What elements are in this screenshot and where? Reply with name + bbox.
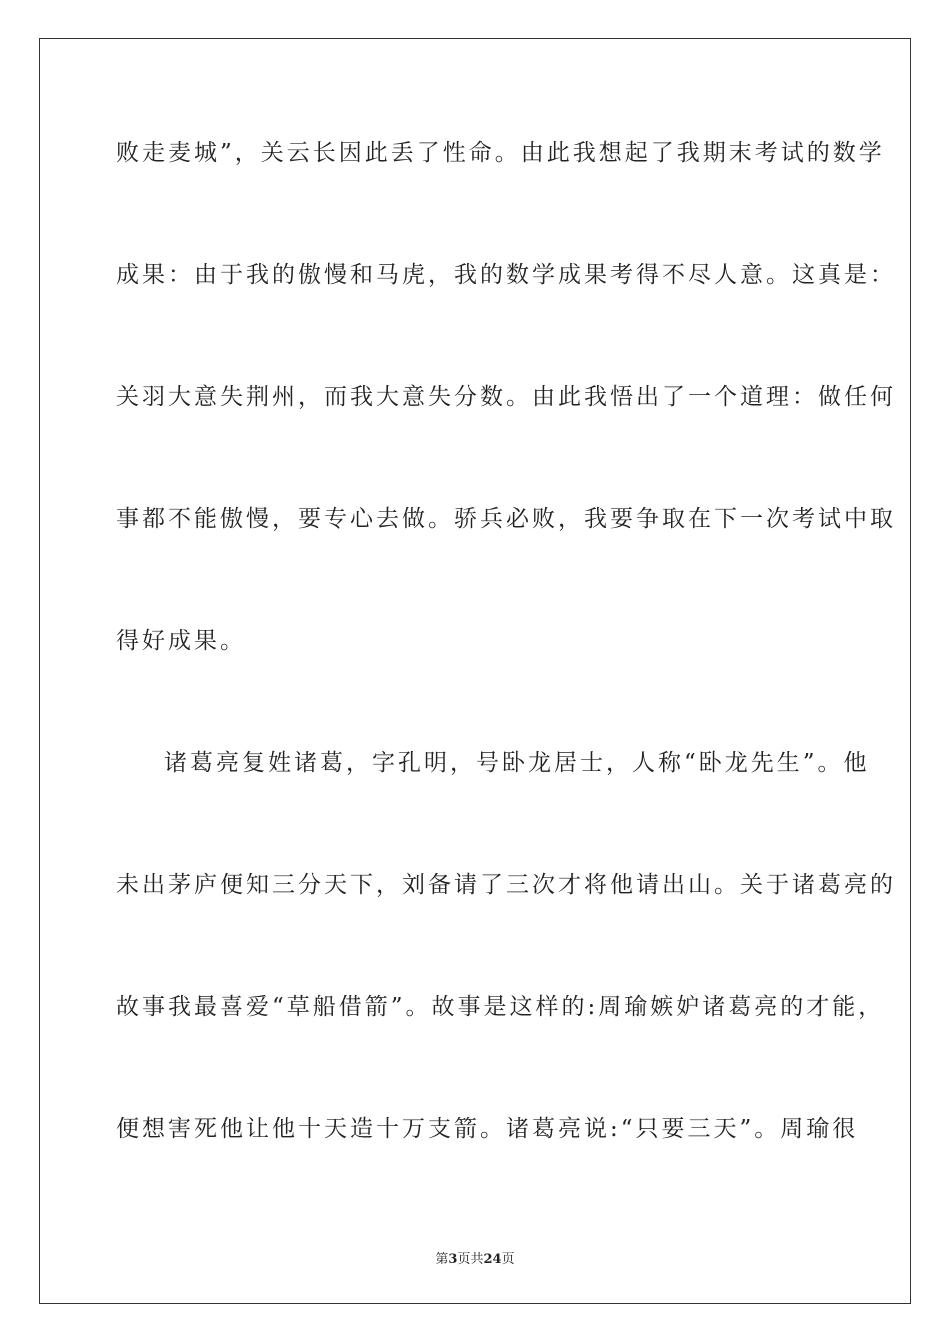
page-footer (0, 1248, 950, 1267)
paragraph-line-1: 败走麦城”，关云长因此丢了性命。由此我想起了我期末考试的数学 (116, 140, 885, 166)
paragraph-line-4: 事都不能傲慢，要专心去做。骄兵必败，我要争取在下一次考试中取 (116, 506, 896, 532)
paragraph-line-5: 得好成果。 (116, 628, 246, 654)
page-prefix: 第 (435, 1252, 449, 1267)
paragraph-line-8: 故事我最喜爱“草船借箭”。故事是这样的:周瑜嫉妒诸葛亮的才能， (116, 994, 885, 1020)
paragraph-line-2: 成果：由于我的傲慢和马虎，我的数学成果考得不尽人意。这真是： (116, 262, 896, 288)
paragraph-line-9: 便想害死他让他十天造十万支箭。诸葛亮说:“只要三天”。周瑜很 (116, 1116, 859, 1142)
page-number: 3 (448, 1252, 458, 1267)
paragraph-line-6: 诸葛亮复姓诸葛，字孔明，号卧龙居士，人称“卧龙先生”。他 (164, 750, 870, 776)
page-suffix: 页 (457, 1252, 471, 1267)
total-suffix: 页 (501, 1252, 515, 1267)
total-prefix: 共 (470, 1252, 484, 1267)
paragraph-line-7: 未出茅庐便知三分天下，刘备请了三次才将他请出山。关于诸葛亮的 (116, 872, 896, 898)
total-pages: 24 (483, 1252, 502, 1267)
paragraph-line-3: 关羽大意失荆州，而我大意失分数。由此我悟出了一个道理：做任何 (116, 384, 896, 410)
